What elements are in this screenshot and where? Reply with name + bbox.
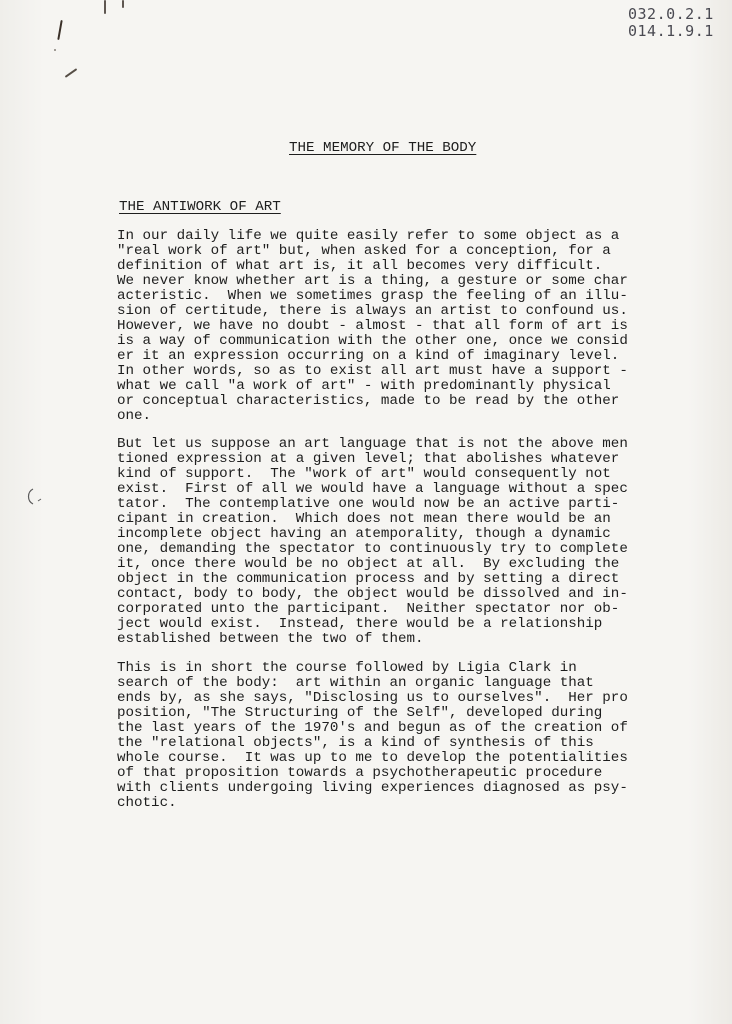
text-line: In other words, so as to exist all art must have a support - (117, 363, 628, 379)
stray-mark (104, 0, 106, 14)
text-line: However, we have no doubt - almost - that all form of art is (117, 318, 628, 334)
text-line: kind of support. The "work of art" would consequently not (117, 466, 611, 482)
text-line: with clients undergoing living experiences diagnosed as psy- (117, 780, 628, 796)
text-line: established between the two of them. (117, 631, 424, 647)
text-line: what we call "a work of art" - with predominantly physical (117, 378, 611, 394)
section-heading: THE ANTIWORK OF ART (119, 199, 281, 215)
text-line: object in the communication process and by setting a direct (117, 571, 620, 587)
text-line: of that proposition towards a psychotherapeutic procedure (117, 765, 603, 781)
punch-hole-mark (24, 486, 46, 508)
text-line: definition of what art is, it all becomes very difficult. (117, 258, 603, 274)
text-line: ject would exist. Instead, there would be a relationship (117, 616, 603, 632)
text-line: position, "The Structuring of the Self", developed during (117, 705, 603, 721)
paragraph (117, 229, 628, 424)
text-line: tator. The contemplative one would now be an active parti- (117, 496, 620, 512)
text-line: acteristic. When we sometimes grasp the feeling of an illu- (117, 288, 628, 304)
stray-mark (65, 68, 78, 78)
text-line: it, once there would be no object at all. By excluding the (117, 556, 620, 572)
document-title: THE MEMORY OF THE BODY (289, 140, 477, 156)
text-line: tioned expression at a given level; that abolishes whatever (117, 451, 620, 467)
text-line: In our daily life we quite easily refer to some object as a (117, 228, 620, 244)
stray-mark (122, 0, 124, 8)
archive-code (628, 6, 714, 40)
text-line: contact, body to body, the object would be dissolved and in- (117, 586, 628, 602)
text-line: chotic. (117, 795, 177, 811)
archive-code-line: 014.1.9.1 (628, 22, 714, 40)
paragraph (117, 437, 628, 647)
text-line: one. (117, 408, 152, 424)
text-line: corporated unto the participant. Neither spectator nor ob- (117, 601, 620, 617)
text-line: the last years of the 1970's and begun as of the creation of (117, 720, 628, 736)
stray-mark (54, 49, 56, 51)
text-line: "real work of art" but, when asked for a conception, for a (117, 243, 611, 259)
text-line: the "relational objects", is a kind of synthesis of this (117, 735, 594, 751)
paragraph (117, 661, 628, 811)
text-line: We never know whether art is a thing, a gesture or some char (117, 273, 628, 289)
text-line: er it an expression occurring on a kind of imaginary level. (117, 348, 620, 364)
stray-mark (57, 20, 62, 40)
text-line: whole course. It was up to me to develop the potentialities (117, 750, 628, 766)
text-line: incomplete object having an atemporality, though a dynamic (117, 526, 611, 542)
text-line: ends by, as she says, "Disclosing us to ourselves". Her pro (117, 690, 628, 706)
text-line: one, demanding the spectator to continuously try to complete (117, 541, 628, 557)
text-line: This is in short the course followed by Ligia Clark in (117, 660, 577, 676)
text-line: exist. First of all we would have a language without a spec (117, 481, 628, 497)
text-line: cipant in creation. Which does not mean there would be an (117, 511, 611, 527)
text-line: sion of certitude, there is always an artist to confound us. (117, 303, 628, 319)
text-line: is a way of communication with the other one, once we consid (117, 333, 628, 349)
text-line: or conceptual characteristics, made to be read by the other (117, 393, 620, 409)
text-line: But let us suppose an art language that is not the above men (117, 436, 628, 452)
text-line: search of the body: art within an organic language that (117, 675, 594, 691)
archive-code-line: 032.0.2.1 (628, 5, 714, 23)
